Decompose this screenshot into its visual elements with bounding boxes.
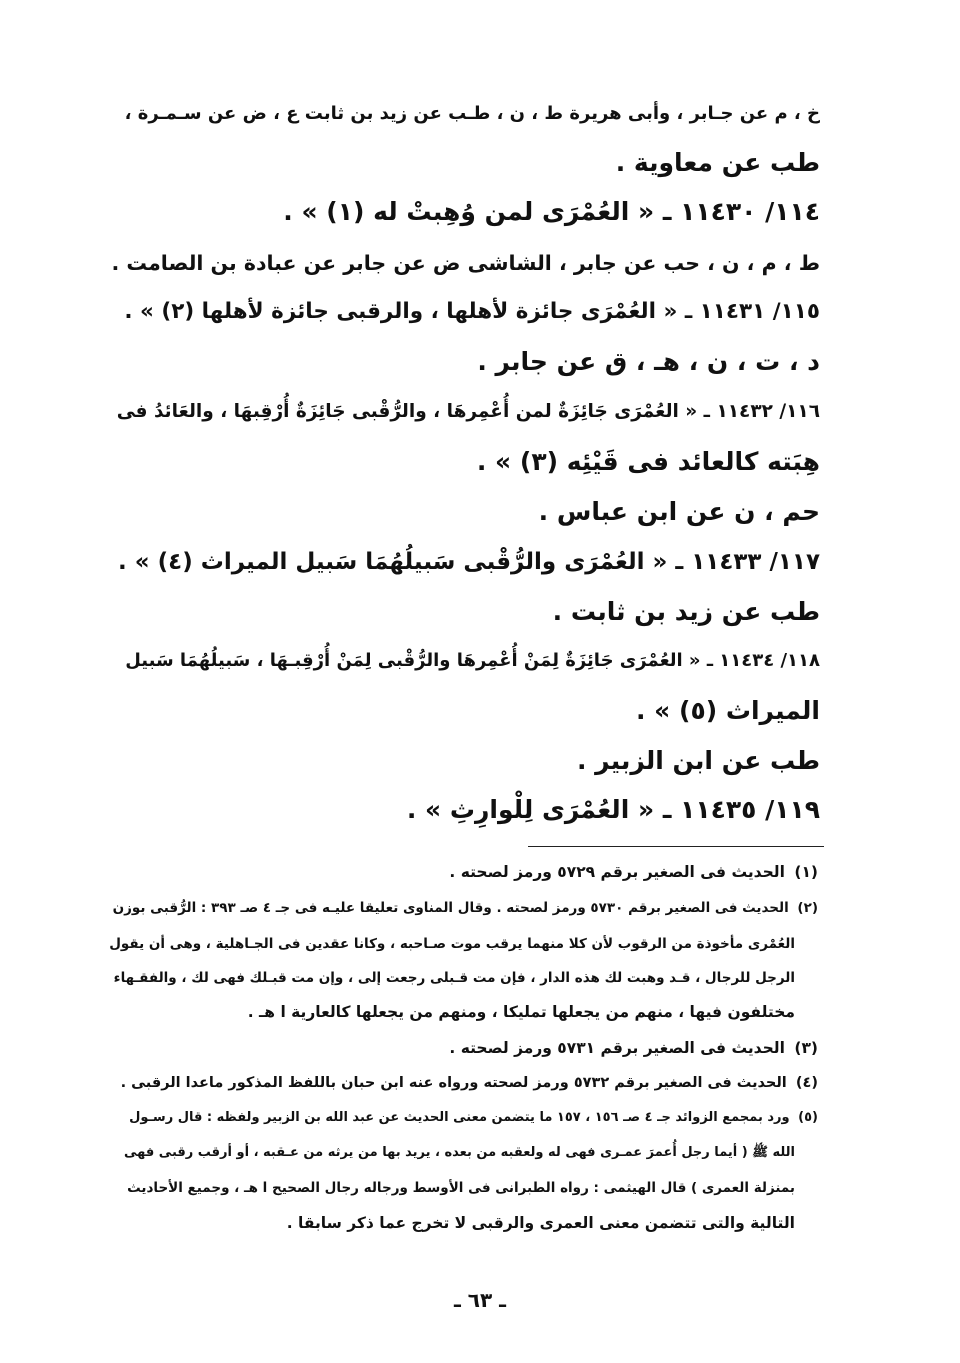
footnote-5 <box>106 1103 818 1133</box>
footnote-number: (٢) <box>797 900 818 916</box>
hadith-entry-118: ١١٨/ ١١٤٣٤ ـ « العُمْرَى جَائِزَةٌ لِمَنْ أُعْمِرهَا والرُّقْبى لِمَنْ أُرْقِبـهَا ، سَبيلُهُمَا سَبيل <box>125 650 820 671</box>
footnote-text: ورد بمجمع الزوائد جـ ٤ صـ ١٥٦ ، ١٥٧ ما يتضمن معنى الحديث عن عبد الله بن الزبير ولفظه : قال رسـول <box>129 1110 790 1125</box>
footnote-text: الحديث فى الصغير برقم ٥٧٢٩ ورمز لصحته . <box>449 863 785 881</box>
source-line: طب عن زيد بن ثابت . <box>552 597 820 626</box>
source-line: د ، ت ، ن ، هـ ، ق عن جابر . <box>477 347 820 376</box>
footnote-text: التالية والتى تتضمن معنى العمرى والرقبى لا تخرج عما ذكر سابقا . <box>286 1214 795 1232</box>
footnote-2 <box>106 893 818 923</box>
footnote-text: بمنزلة العمرى ) قال الهيثمى : رواه الطبرانى فى الأوسط ورجاله رجال الصحيح ا هـ ، وجميع الأحاديث <box>127 1180 795 1196</box>
footnote-text: الحديث فى الصغير برقم ٥٧٣١ ورمز لصحته . <box>449 1039 785 1057</box>
source-line: طب عن ابن الزبير . <box>576 746 820 775</box>
hadith-entry-114: ١١٤/ ١١٤٣٠ ـ « العُمْرَى لمن وُهِبتْ له (١) » . <box>283 197 820 226</box>
hadith-entry-119: ١١٩/ ١١٤٣٥ ـ « العُمْرَى لِلْوارِثِ » . <box>406 795 820 824</box>
footnote-number: (٤) <box>795 1075 818 1091</box>
footnote-text: العُمْرى مأخوذة من الرقوب لأن كلا منهما يرقب موت صـاحبه ، وكانا عقدين فى الجـاهلية ، وهى أن يقول <box>109 936 795 952</box>
footnote-number: (٥) <box>798 1110 818 1125</box>
footnote-4 <box>106 1068 818 1098</box>
footnote-text: الحديث فى الصغير برقم ٥٧٣٢ ورمز لصحته ورواه عنه ابن حبان باللفظ المذكور ماعدا الرقبى . <box>120 1075 787 1091</box>
footnote-number: (١) <box>794 863 818 881</box>
footnote-number: (٣) <box>794 1039 818 1057</box>
source-line: ط ، م ، ن ، حب عن جابر ، الشاشى ض عن جابر عن عبادة بن الصامت . <box>111 251 820 275</box>
hadith-entry-115: ١١٥/ ١١٤٣١ ـ « العُمْرَى جائزة لأهلها ، والرقبى جائزة لأهلها (٢) » . <box>124 299 820 324</box>
main-text-line: الميراث (٥) » . <box>635 696 820 725</box>
footnote-1 <box>106 857 818 887</box>
hadith-entry-116: ١١٦/ ١١٤٣٢ ـ « العُمْرَى جَائِزَةٌ لمن أُعْمِرهَا ، والرُّقْبى جَائِزَةٌ أُرْقِبهَا ، والعَائدُ فى <box>116 401 820 422</box>
page-number: ـ ٦٣ ـ <box>453 1288 507 1312</box>
hadith-entry-117: ١١٧/ ١١٤٣٣ ـ « العُمْرَى والرُّقْبى سَبيلُهُمَا سَبيل الميراث (٤) » . <box>118 549 820 575</box>
main-text-line: طب عن معاوية . <box>615 148 820 177</box>
source-line: حم ، ن عن ابن عباس . <box>538 497 820 526</box>
footnote-text: الله ﷺ ( أيما رجل أُعمرَ عمـرى فهى له ولعقبه من بعده ، يريد بها من يرثه من عـقبه ، أو أرقب رقبى فهى <box>124 1145 795 1160</box>
main-text-line: هِبَته كالعائد فى قَيْئِه (٣) » . <box>476 447 820 476</box>
footnote-text: الحديث فى الصغير برقم ٥٧٣٠ ورمز لصحته . وقال المناوى تعليقا عليـه فى جـ ٤ صـ ٣٩٣ : الرُّقبى بوزن <box>112 900 789 916</box>
main-text-line: خ ، م عن جـابر ، وأبى هريرة ط ، ن ، طـب عن زيد بن ثابت ع ، ض عن سـمـرة ، <box>124 103 820 124</box>
footnote-text: الرجل للرجال ، قـد وهبت لك هذه الدار ، فإن مت قـبلى رجعت إلى ، وإن مت قبـلك فهى لك ، والفقـهاء <box>113 970 795 986</box>
footnote-3 <box>106 1033 818 1063</box>
footnote-divider <box>528 846 824 847</box>
footnote-text: مختلفون فيها ، منهم من يجعلها تمليكا ، ومنهم من يجعلها كالعارية ا هـ . <box>247 1003 795 1021</box>
